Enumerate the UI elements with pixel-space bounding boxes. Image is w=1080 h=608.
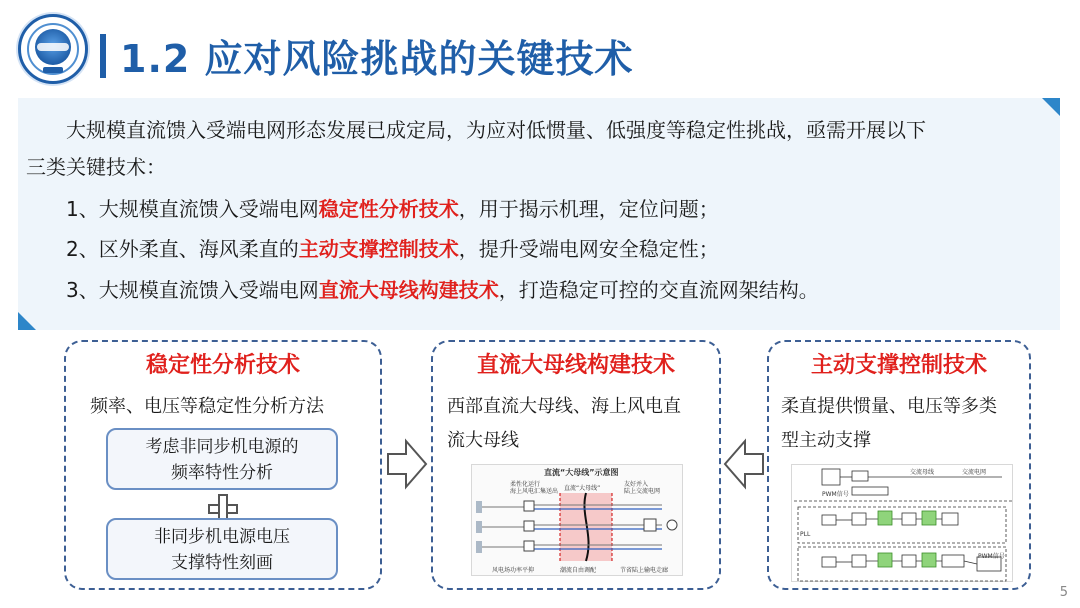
control-label-pwm-1: PWM信号 — [822, 491, 849, 498]
page-number: 5 — [1059, 585, 1068, 600]
control-box-text-line-1: 柔直提供惯量、电压等多类 — [781, 396, 997, 417]
diagram-note-3: 节省陆上输电走廊 — [620, 567, 669, 574]
intro-item-2-suffix: ，提升受端电网安全稳定性； — [458, 237, 719, 261]
control-label-pll: PLL — [800, 531, 811, 538]
arrow-right-icon — [386, 438, 428, 490]
control-box-text-line-2: 型主动支撑 — [781, 430, 871, 451]
control-label-pwm-2: PWM信号 — [978, 553, 1005, 560]
page-title: 1.2 应对风险挑战的关键技术 — [120, 37, 634, 81]
stability-analysis-box — [64, 340, 382, 590]
busbar-box-title: 直流大母线构建技术 — [476, 353, 675, 378]
diagram-title: 直流“大母线”示意图 — [544, 468, 619, 477]
arrow-left-icon — [723, 438, 765, 490]
control-box-title: 主动支撑控制技术 — [810, 353, 987, 378]
control-label-ac-grid: 交流电网 — [962, 469, 987, 476]
dc-busbar-diagram — [471, 464, 683, 576]
intro-panel — [18, 98, 1060, 330]
intro-item-1-prefix: 1、大规模直流馈入受端电网 — [66, 197, 319, 221]
diagram-left-label: 柔性化运行 — [510, 481, 541, 488]
busbar-schematic — [472, 465, 684, 577]
dc-busbar-box — [431, 340, 721, 590]
intro-item-2-prefix: 2、区外柔直、海风柔直的 — [66, 237, 299, 261]
logo-year-mark — [43, 67, 63, 73]
control-block-diagram — [791, 464, 1013, 582]
busbar-box-text-line-1: 西部直流大母线、海上风电直 — [447, 396, 681, 417]
intro-item-1-suffix: ，用于揭示机理，定位问题； — [458, 197, 719, 221]
stability-box-title: 稳定性分析技术 — [145, 353, 300, 378]
voltage-support-line-1: 非同步机电源电压 — [154, 527, 290, 547]
intro-item-3-prefix: 3、大规模直流馈入受端电网 — [66, 278, 319, 302]
intro-item-3-highlight: 直流大母线构建技术 — [318, 278, 499, 302]
control-schematic — [792, 465, 1014, 583]
busbar-box-text-line-2: 流大母线 — [447, 430, 519, 451]
stability-box-text: 频率、电压等稳定性分析方法 — [90, 396, 324, 417]
voltage-support-line-2: 支撑特性刻画 — [171, 553, 273, 573]
diagram-right-label: 友好并入 — [624, 481, 649, 488]
intro-line-1: 大规模直流馈入受端电网形态发展已成定局，为应对低惯量、低强度等稳定性挑战，亟需开展以下 — [66, 118, 926, 142]
intro-item-1 — [66, 195, 719, 223]
corner-decoration-bottom-left — [18, 312, 36, 330]
intro-line-2: 三类关键技术： — [26, 155, 166, 179]
corner-decoration-top-right — [1042, 98, 1060, 116]
frequency-analysis-box — [106, 428, 338, 490]
voltage-support-box — [106, 518, 338, 580]
frequency-analysis-line-1: 考虑非同步机电源的 — [145, 437, 299, 457]
university-logo — [18, 14, 88, 84]
frequency-analysis-line-2: 频率特性分析 — [171, 463, 273, 483]
diagram-right-label-2: 陆上交流电网 — [624, 488, 661, 495]
diagram-note-2: 潮流自由调配 — [560, 567, 597, 574]
intro-item-3 — [66, 276, 819, 304]
intro-item-2-highlight: 主动支撑控制技术 — [298, 237, 459, 261]
intro-item-1-highlight: 稳定性分析技术 — [318, 197, 459, 221]
intro-item-3-suffix: ，打造稳定可控的交直流网架结构。 — [498, 278, 819, 302]
diagram-note-1: 风电场功率平抑 — [492, 567, 535, 574]
logo-wave — [37, 43, 69, 51]
active-support-box — [767, 340, 1031, 590]
title-accent-bar — [100, 34, 106, 78]
control-label-ac-bus: 交流母线 — [910, 469, 935, 476]
intro-item-2 — [66, 235, 719, 263]
diagram-left-label-2: 海上风电汇集送出 — [510, 488, 559, 495]
diagram-mid-label: 直流“大母线” — [564, 485, 601, 492]
